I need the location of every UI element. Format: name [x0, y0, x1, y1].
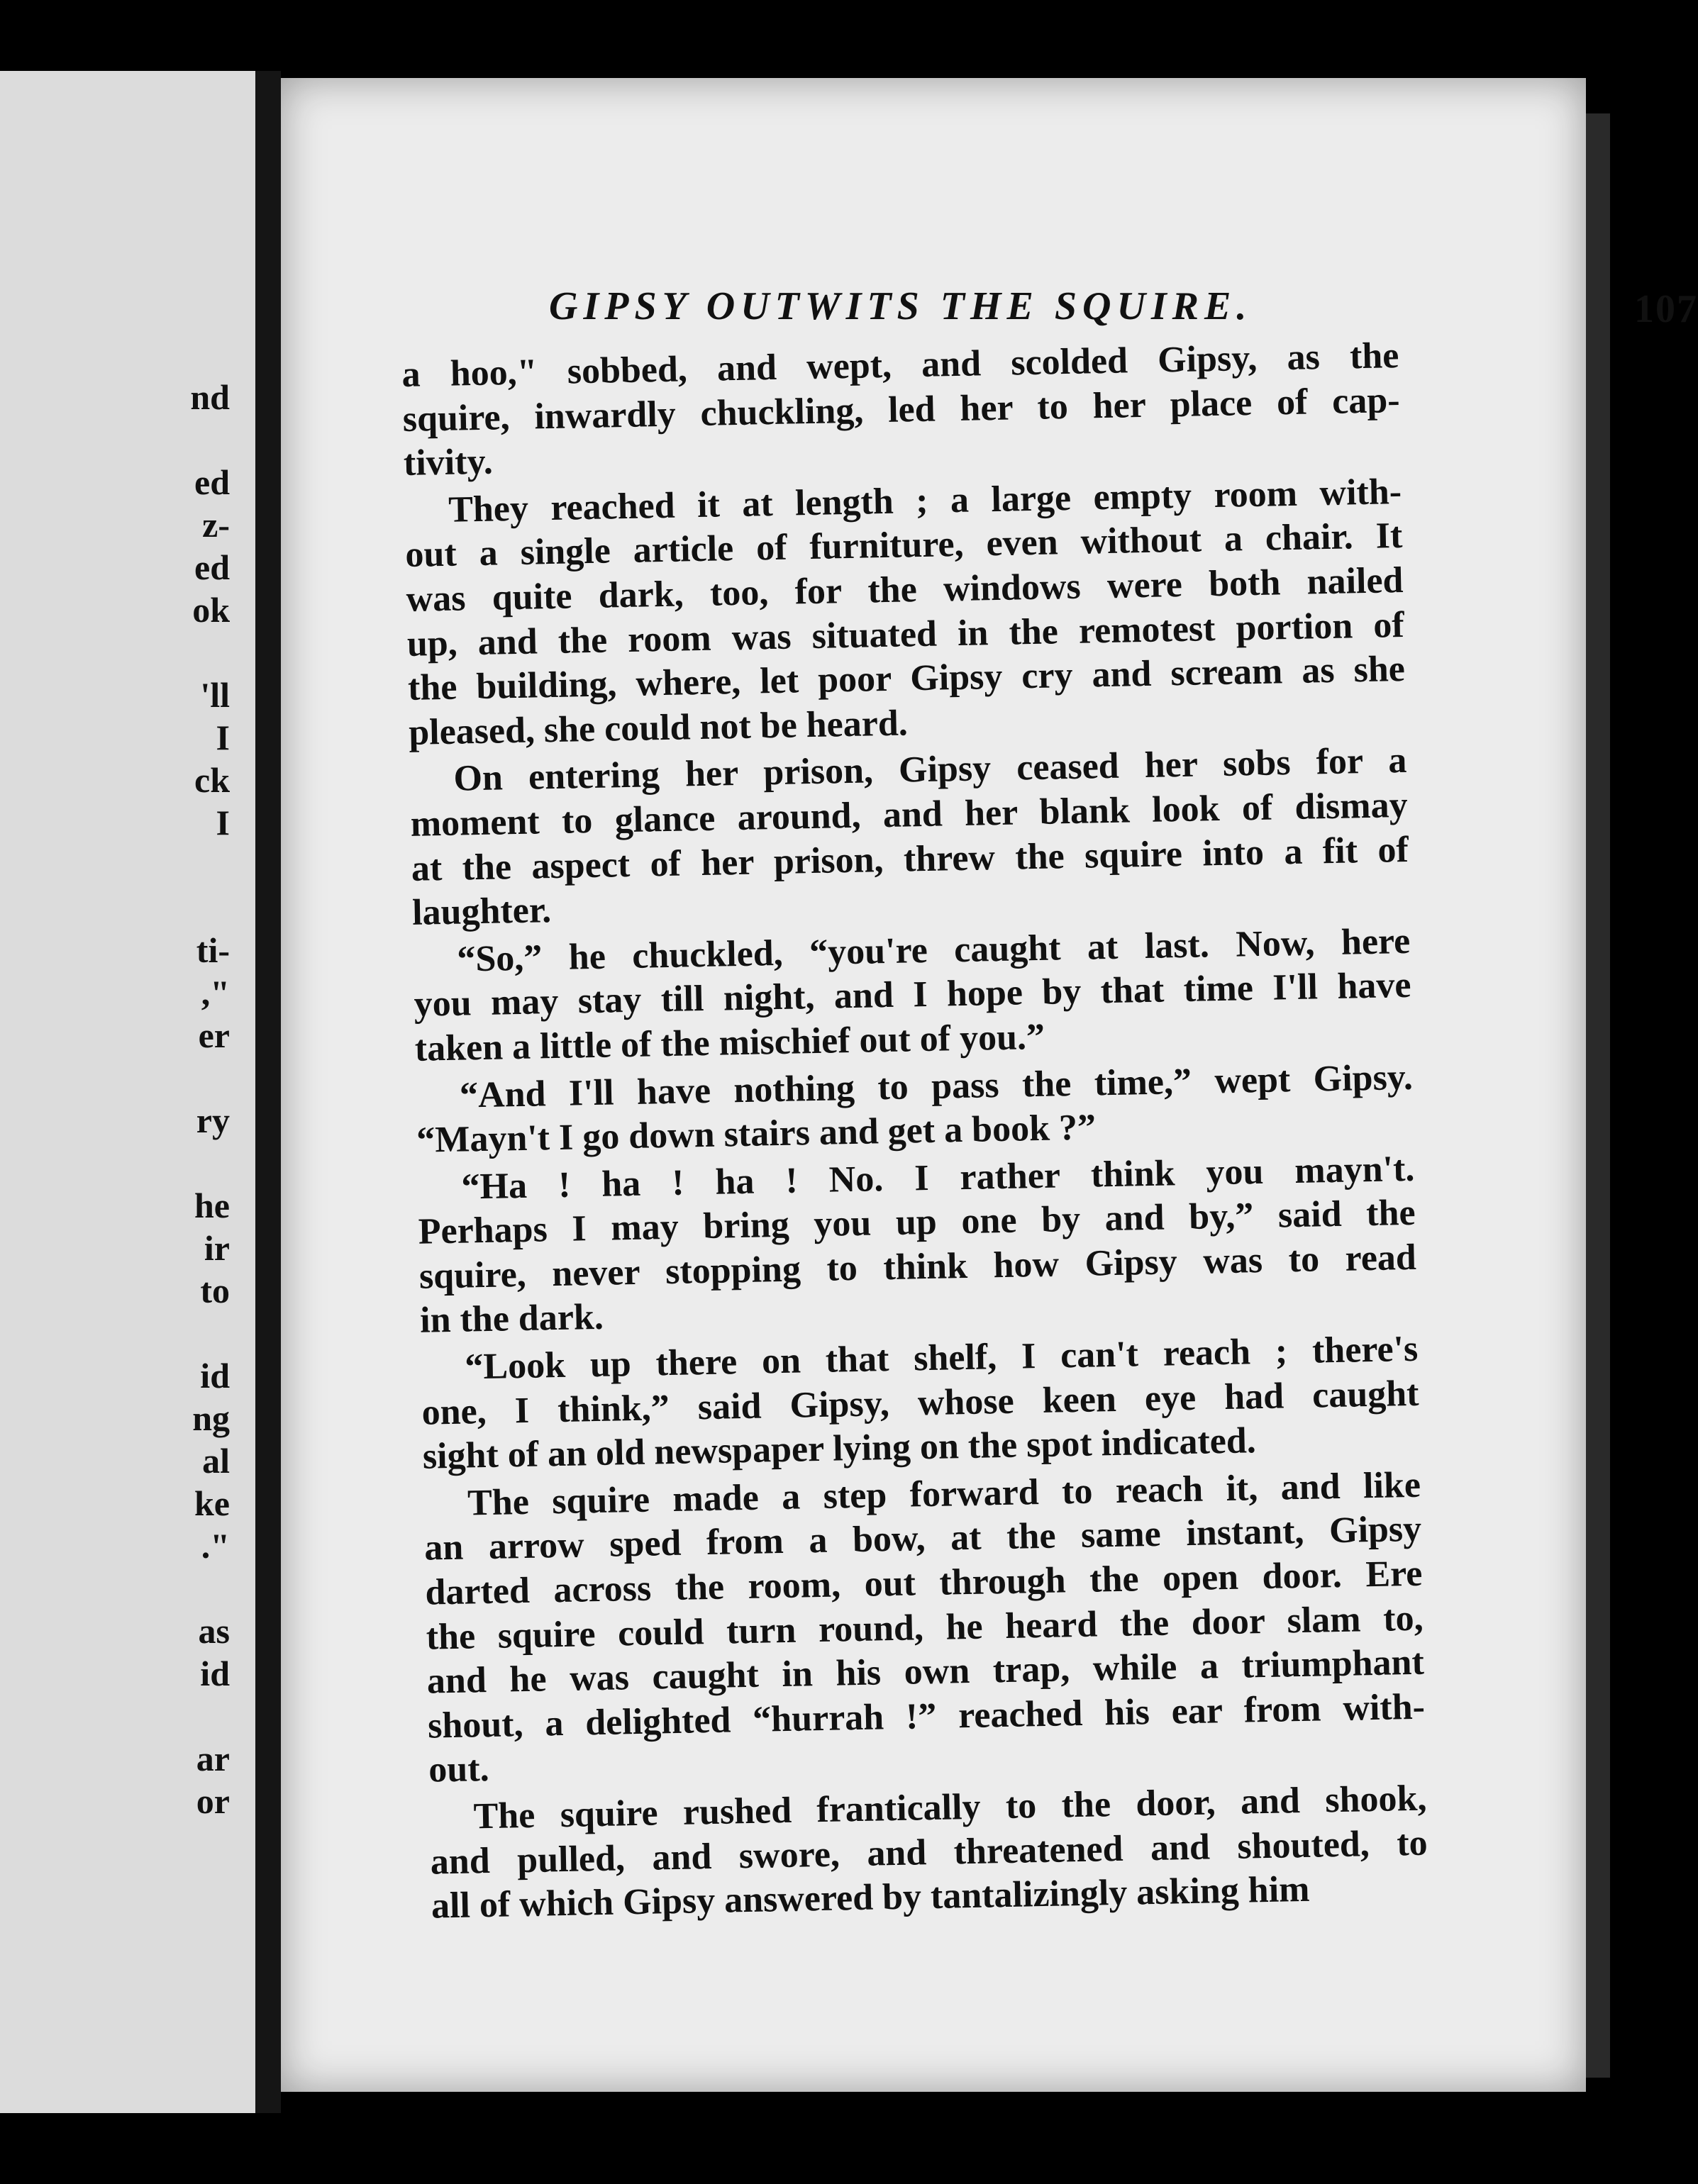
- text-line: They reached it at length ; a large empty room with-: [448, 471, 1402, 530]
- text-line: “So,” he chuckled, “you're caught at last. Now, here: [456, 920, 1411, 980]
- left-edge-fragment: .": [201, 1526, 230, 1566]
- text-line: out a single article of furniture, even without a chair. It: [404, 516, 1403, 576]
- left-edge-fragment: [187, 844, 230, 886]
- left-edge-fragment: ed: [194, 547, 230, 587]
- left-edge-fragment: as: [198, 1611, 230, 1651]
- left-edge-fragment: [187, 886, 230, 929]
- text-line: all of which Gipsy answered by tantalizingly asking him: [431, 1869, 1310, 1927]
- text-line: The squire made a step forward to reach it, and like: [467, 1464, 1421, 1524]
- left-edge-fragment: ry: [196, 1101, 230, 1140]
- left-edge-fragment: ir: [204, 1228, 230, 1268]
- text-line: taken a little of the mischief out of you.”: [414, 1016, 1045, 1069]
- left-page-edge-text: [187, 376, 230, 1822]
- text-line: tivity.: [403, 441, 494, 484]
- left-edge-fragment: [187, 1142, 230, 1184]
- text-line: pleased, she could not be heard.: [408, 703, 909, 753]
- page-right-edge: [1586, 113, 1610, 2078]
- left-edge-fragment: id: [200, 1654, 230, 1693]
- left-edge-fragment: to: [200, 1271, 230, 1310]
- left-edge-fragment: I: [216, 718, 230, 757]
- text-line: “Look up there on that shelf, I can't reach ; there's: [464, 1328, 1419, 1388]
- text-line: the squire could turn round, he heard the door slam to,: [426, 1598, 1424, 1658]
- left-edge-fragment: ck: [194, 760, 230, 800]
- left-edge-fragment: [187, 1695, 230, 1737]
- left-edge-fragment: ,": [201, 973, 230, 1013]
- left-edge-fragment: ar: [196, 1739, 230, 1778]
- left-edge-fragment: ok: [192, 590, 230, 630]
- text-line: and he was caught in his own trap, while a triumphant: [426, 1642, 1425, 1702]
- book-page: [281, 78, 1698, 2092]
- body-text: [401, 334, 1428, 1929]
- page-number: 107: [1634, 287, 1698, 331]
- text-line: Perhaps I may bring you up one by and by,” said the: [418, 1193, 1416, 1253]
- text-line: out.: [428, 1749, 490, 1791]
- text-line: “Mayn't I go down stairs and get a book ?”: [416, 1107, 1097, 1161]
- book-gutter: [255, 71, 281, 2113]
- text-line: the building, where, let poor Gipsy cry and scream as she: [407, 649, 1406, 709]
- left-edge-fragment: [187, 1567, 230, 1610]
- text-line: and pulled, and swore, and threatened and shouted, to: [430, 1822, 1428, 1883]
- left-edge-fragment: [187, 1057, 230, 1099]
- text-line: “Ha ! ha ! ha ! No. I rather think you mayn't.: [461, 1148, 1415, 1208]
- left-edge-fragment: ke: [194, 1483, 230, 1523]
- text-line: was quite dark, too, for the windows were both nailed: [406, 559, 1404, 620]
- text-line: The squire rushed frantically to the door, and shook,: [473, 1778, 1427, 1837]
- text-line: squire, inwardly chuckling, led her to her place of cap-: [402, 379, 1401, 440]
- text-line: darted across the room, out through the open door. Ere: [425, 1553, 1423, 1613]
- left-edge-fragment: [187, 631, 230, 674]
- left-edge-fragment: or: [196, 1781, 230, 1821]
- text-line: moment to glance around, and her blank look of dismay: [410, 784, 1409, 845]
- text-line: squire, never stopping to think how Gipsy was to read: [418, 1237, 1417, 1297]
- left-edge-fragment: [187, 1312, 230, 1354]
- left-edge-fragment: 'll: [200, 675, 230, 715]
- left-edge-fragment: al: [202, 1441, 230, 1481]
- text-line: an arrow sped from a bow, at the same instant, Gipsy: [423, 1509, 1422, 1569]
- left-edge-fragment: ti-: [196, 930, 230, 970]
- left-page-fragment: [0, 71, 255, 2113]
- left-edge-fragment: er: [198, 1015, 230, 1055]
- text-line: at the aspect of her prison, threw the squire into a fit of: [411, 829, 1409, 889]
- running-title: GIPSY OUTWITS THE SQUIRE.: [549, 284, 1253, 328]
- left-edge-fragment: ng: [192, 1398, 230, 1438]
- text-line: you may stay till night, and I hope by that time I'll have: [414, 965, 1411, 1025]
- text-line: one, I think,” said Gipsy, whose keen eye had caught: [421, 1373, 1419, 1433]
- text-line: On entering her prison, Gipsy ceased her sobs for a: [453, 740, 1407, 800]
- text-line: in the dark.: [419, 1297, 604, 1342]
- left-edge-fragment: nd: [190, 377, 230, 417]
- text-line: laughter.: [411, 890, 552, 933]
- left-edge-fragment: z-: [202, 505, 230, 545]
- text-line: a hoo," sobbed, and wept, and scolded Gipsy, as the: [401, 335, 1399, 395]
- text-line: sight of an old newspaper lying on the spot indicated.: [422, 1420, 1257, 1477]
- left-edge-fragment: ed: [194, 462, 230, 502]
- left-edge-fragment: [187, 418, 230, 461]
- left-edge-fragment: id: [200, 1356, 230, 1395]
- left-edge-fragment: he: [194, 1186, 230, 1225]
- running-header: [549, 284, 1698, 347]
- text-line: “And I'll have nothing to pass the time,” wept Gipsy.: [459, 1057, 1414, 1116]
- text-line: up, and the room was situated in the remotest portion of: [406, 604, 1405, 664]
- left-edge-fragment: I: [216, 803, 230, 842]
- text-line: shout, a delighted “hurrah !” reached his ear from with-: [427, 1686, 1426, 1746]
